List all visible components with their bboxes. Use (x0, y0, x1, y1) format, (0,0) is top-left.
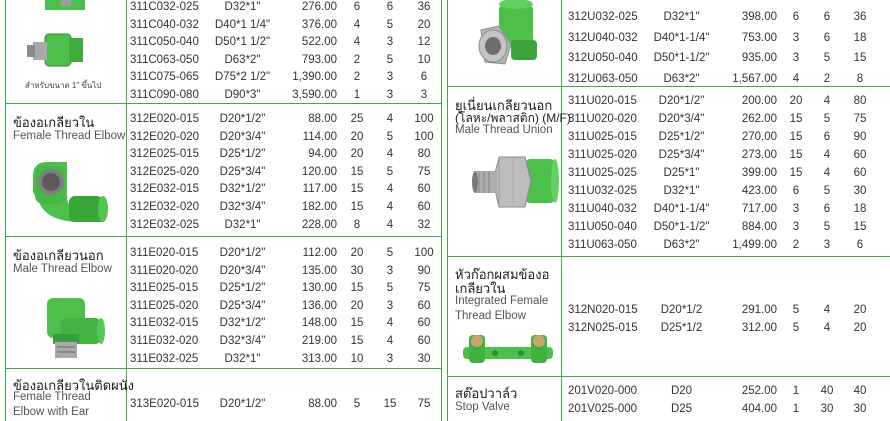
cell-total: 60 (417, 317, 431, 330)
cell-pack: 15 (789, 149, 803, 161)
cell-total: 18 (853, 203, 867, 215)
cell-code: 311C075-065 (130, 71, 199, 83)
cell-box: 6 (386, 1, 394, 13)
cell-size: D32*1" (663, 185, 700, 197)
cell-price: 130.00 (301, 282, 337, 295)
cell-box: 5 (823, 185, 831, 197)
cell-total: 60 (417, 183, 431, 196)
cell-pack: 15 (789, 113, 803, 125)
cell-box: 2 (823, 72, 831, 85)
cell-pack: 20 (350, 148, 364, 161)
cell-total: 20 (853, 304, 867, 316)
cell-pack: 6 (792, 11, 800, 23)
table-row (5, 350, 442, 368)
cell-total: 36 (853, 11, 867, 23)
cell-code: 311U020-015 (568, 95, 637, 107)
cell-pack: 2 (792, 239, 800, 251)
cell-total: 30 (853, 185, 867, 197)
section-title-th: ข้องอเกลียวนอก (13, 248, 104, 263)
cell-price: 1,499.00 (732, 239, 777, 251)
cell-size: D40*1 1/4" (214, 18, 271, 31)
cell-price: 313.00 (301, 352, 337, 365)
cell-box: 5 (386, 18, 394, 31)
cell-pack: 15 (350, 201, 364, 213)
cell-total: 75 (417, 398, 431, 410)
cell-code: 311E025-015 (130, 282, 199, 295)
cell-pack: 6 (353, 1, 361, 13)
cell-price: 135.00 (301, 264, 337, 277)
section-title-en: Stop Valve (455, 401, 510, 413)
table-row (447, 8, 890, 26)
cell-code: 201V025-000 (568, 403, 638, 415)
cell-size: D32*3/4" (219, 201, 266, 213)
cell-pack: 1 (353, 88, 361, 101)
cell-pack: 15 (350, 282, 364, 295)
table-row (5, 86, 442, 104)
table-row (5, 395, 442, 413)
cell-price: 753.00 (741, 31, 777, 44)
cell-size: D25*3/4" (658, 149, 705, 161)
cell-pack: 3 (792, 221, 800, 233)
cell-size: D90*3" (224, 88, 261, 101)
cell-price: 717.00 (741, 203, 777, 215)
size-note: สำหรับขนาด 1" ขึ้นไป (25, 81, 102, 90)
cell-size: D40*1-1/4" (653, 31, 710, 44)
cell-code: 311E025-020 (130, 299, 199, 312)
table-row (5, 314, 442, 332)
cell-code: 311C090-080 (130, 88, 199, 101)
cell-pack: 2 (353, 71, 361, 83)
cell-pack: 4 (353, 36, 361, 48)
cell-code: 311U025-020 (568, 149, 637, 161)
cell-size: D25*1/2" (658, 131, 705, 143)
cell-code: 311E032-025 (130, 352, 199, 365)
cell-size: D25*3/4" (219, 165, 266, 178)
cell-price: 219.00 (301, 335, 337, 347)
table-row (5, 163, 442, 181)
cell-price: 228.00 (301, 218, 337, 231)
cell-price: 262.00 (741, 113, 777, 125)
cell-size: D20*1/2" (219, 113, 266, 125)
cell-price: 88.00 (308, 113, 337, 125)
cell-code: 201V020-000 (568, 385, 638, 397)
cell-box: 3 (386, 71, 394, 83)
cell-box: 4 (386, 201, 394, 213)
cell-price: 376.00 (301, 18, 337, 31)
cell-pack: 15 (350, 317, 364, 330)
cell-total: 8 (856, 72, 864, 85)
cell-box: 5 (386, 282, 394, 295)
cell-box: 4 (823, 149, 831, 161)
cell-total: 60 (417, 299, 431, 312)
table-row (5, 110, 442, 128)
cell-price: 148.00 (301, 317, 337, 330)
cell-price: 312.00 (741, 322, 777, 334)
cell-box: 4 (823, 304, 831, 316)
cell-size: D32*1/2" (219, 317, 266, 330)
cell-total: 75 (853, 113, 867, 125)
cell-code: 312U032-025 (568, 11, 638, 23)
table-row (447, 128, 890, 146)
cell-code: 312E025-020 (130, 165, 200, 178)
cell-size: D63*2" (663, 239, 700, 251)
section-title-en: Integrated Female (455, 295, 549, 307)
cell-code: 312E020-015 (130, 113, 200, 125)
cell-total: 6 (856, 239, 864, 251)
table-row (447, 319, 890, 337)
cell-pack: 25 (350, 113, 364, 125)
section-male-coupling (5, 0, 442, 103)
table-row (5, 16, 442, 34)
cell-size: D20*3/4" (219, 130, 266, 143)
cell-size: D20*1/2" (219, 398, 266, 410)
cell-size: D50*1-1/2" (653, 221, 710, 233)
cell-total: 100 (414, 247, 434, 259)
cell-size: D20*1/2" (219, 247, 266, 259)
cell-size: D32*1" (224, 1, 261, 13)
section-title-th: ข้องอเกลียวใน (13, 115, 95, 130)
cell-total: 80 (853, 95, 867, 107)
cell-total: 40 (853, 385, 867, 397)
table-row (447, 92, 890, 110)
table-row (447, 164, 890, 182)
cell-box: 6 (823, 11, 831, 23)
table-row (5, 262, 442, 280)
cell-box: 3 (386, 264, 394, 277)
table-row (447, 200, 890, 218)
cell-pack: 5 (792, 322, 800, 334)
cell-price: 793.00 (301, 53, 337, 66)
cell-price: 1,390.00 (292, 71, 337, 83)
cell-price: 291.00 (741, 304, 777, 316)
cell-box: 4 (823, 322, 831, 334)
table-row (447, 301, 890, 319)
section-title-th-line2: เกลียวใน (455, 281, 506, 296)
cell-size: D25 (670, 403, 693, 415)
cell-code: 311E032-015 (130, 317, 199, 330)
cell-price: 88.00 (308, 398, 337, 410)
cell-price: 1,567.00 (732, 72, 777, 85)
table-row (447, 49, 890, 67)
cell-size: D20*1/2" (658, 95, 705, 107)
cell-price: 3,590.00 (292, 88, 337, 101)
cell-pack: 6 (792, 185, 800, 197)
cell-pack: 15 (789, 131, 803, 143)
cell-size: D25*1/2" (219, 148, 266, 161)
cell-code: 311E032-020 (130, 335, 199, 347)
cell-total: 20 (853, 322, 867, 334)
cell-size: D50*1-1/2" (653, 52, 710, 64)
section-title-en: Male Thread Union (455, 124, 553, 136)
section-title-en-line2: Thread Elbow (455, 310, 526, 322)
cell-box: 15 (383, 398, 397, 410)
cell-total: 18 (853, 31, 867, 44)
cell-pack: 4 (792, 72, 800, 85)
cell-pack: 8 (353, 218, 361, 231)
section-title-en: Male Thread Elbow (13, 263, 112, 275)
section-union (447, 0, 890, 86)
cell-box: 4 (823, 95, 831, 107)
table-row (5, 332, 442, 350)
table-row (447, 110, 890, 128)
cell-total: 36 (417, 1, 431, 13)
table-row (5, 297, 442, 315)
cell-size: D75*2 1/2" (214, 71, 271, 83)
cell-code: 311C040-032 (130, 18, 199, 31)
cell-pack: 15 (350, 165, 364, 178)
cell-code: 312N020-015 (568, 304, 638, 316)
cell-pack: 2 (353, 53, 361, 66)
cell-code: 312U050-040 (568, 52, 638, 64)
cell-total: 15 (853, 221, 867, 233)
section-title-en-line2: Elbow with Ear (13, 406, 90, 418)
cell-total: 3 (420, 88, 428, 101)
cell-pack: 3 (792, 203, 800, 215)
cell-price: 94.00 (308, 148, 337, 161)
cell-total: 12 (417, 36, 431, 48)
cell-size: D50*1 1/2" (214, 36, 271, 48)
cell-code: 311U025-025 (568, 167, 637, 179)
section-male-thread-union (447, 87, 890, 256)
cell-size: D63*2" (663, 72, 700, 85)
cell-pack: 10 (350, 352, 364, 365)
cell-code: 311C032-025 (130, 1, 199, 13)
cell-code: 312E032-020 (130, 201, 200, 213)
cell-pack: 1 (792, 385, 800, 397)
cell-price: 404.00 (741, 403, 777, 415)
table-row (5, 68, 442, 86)
cell-size: D25*1/2" (219, 282, 266, 295)
cell-size: D25*1/2 (660, 322, 703, 334)
cell-box: 6 (823, 203, 831, 215)
cell-size: D32*1/2" (219, 183, 266, 196)
cell-total: 30 (417, 352, 431, 365)
cell-code: 312U040-032 (568, 31, 638, 44)
cell-total: 30 (853, 403, 867, 415)
cell-price: 276.00 (301, 1, 337, 13)
cell-size: D20*1/2 (660, 304, 703, 316)
cell-size: D25*3/4" (219, 299, 266, 312)
cell-price: 182.00 (301, 201, 337, 213)
cell-price: 114.00 (302, 130, 337, 143)
left-price-panel (5, 0, 442, 421)
cell-total: 100 (414, 113, 434, 125)
table-row (447, 182, 890, 200)
cell-pack: 20 (789, 95, 803, 107)
cell-size: D32*1" (224, 352, 261, 365)
cell-code: 311C050-040 (130, 36, 199, 48)
cell-code: 313E020-015 (130, 398, 200, 410)
section-title-th: หัวก๊อกผสมข้องอ (455, 267, 550, 282)
table-row (5, 128, 442, 146)
cell-price: 120.00 (301, 165, 337, 178)
section-male-thread-elbow (5, 237, 442, 368)
cell-box: 5 (386, 53, 394, 66)
cell-box: 4 (386, 183, 394, 196)
cell-pack: 15 (789, 167, 803, 179)
cell-total: 60 (853, 149, 867, 161)
cell-total: 60 (417, 201, 431, 213)
cell-total: 100 (414, 130, 434, 143)
cell-size: D25*1" (663, 167, 700, 179)
cell-box: 4 (386, 218, 394, 231)
cell-total: 90 (417, 264, 431, 277)
section-title-th: ข้องอเกลียวในติดผนัง (13, 378, 135, 393)
table-row (447, 382, 890, 400)
cell-size: D32*1" (224, 218, 261, 231)
cell-code: 312E032-025 (130, 218, 200, 231)
cell-total: 90 (853, 131, 867, 143)
cell-box: 5 (823, 221, 831, 233)
section-female-thread-elbow (5, 104, 442, 236)
cell-code: 311U032-025 (568, 185, 637, 197)
cell-total: 6 (420, 71, 428, 83)
cell-pack: 3 (792, 31, 800, 44)
cell-code: 311U050-040 (568, 221, 637, 233)
cell-price: 117.00 (302, 183, 337, 196)
table-row (5, 279, 442, 297)
cell-price: 273.00 (741, 149, 777, 161)
table-row (5, 244, 442, 262)
section-female-thread-elbow-ear (5, 369, 442, 421)
section-title-th: สต๊อปวาล์ว (455, 386, 518, 401)
cell-code: 311U020-020 (568, 113, 637, 125)
cell-box: 5 (823, 113, 831, 125)
cell-price: 423.00 (741, 185, 777, 197)
cell-box: 5 (386, 130, 394, 143)
cell-box: 4 (386, 335, 394, 347)
table-row (447, 70, 890, 87)
cell-total: 60 (853, 167, 867, 179)
cell-code: 312E032-015 (130, 183, 200, 196)
cell-total: 10 (417, 53, 431, 66)
cell-price: 399.00 (741, 167, 777, 179)
cell-price: 884.00 (741, 221, 777, 233)
cell-pack: 20 (350, 247, 364, 259)
cell-pack: 20 (350, 130, 364, 143)
table-row (5, 51, 442, 69)
table-row (5, 0, 442, 16)
cell-box: 5 (386, 247, 394, 259)
cell-price: 270.00 (741, 131, 777, 143)
cell-pack: 3 (792, 52, 800, 64)
cell-size: D20*3/4" (658, 113, 705, 125)
cell-code: 311U040-032 (568, 203, 637, 215)
section-title-th: ยูเนี่ยนเกลียวนอก (455, 98, 553, 113)
cell-total: 75 (417, 282, 431, 295)
cell-code: 311E020-020 (130, 264, 199, 277)
section-title-en: Female Thread (13, 391, 91, 403)
cell-price: 522.00 (301, 36, 337, 48)
cell-size: D20*3/4" (219, 264, 266, 277)
cell-box: 4 (386, 113, 394, 125)
cell-price: 398.00 (741, 11, 777, 23)
section-title-th-line2: (โลหะ/พลาสติก) (M/F) (455, 111, 571, 125)
table-row (447, 236, 890, 254)
cell-total: 15 (853, 52, 867, 64)
table-row (447, 218, 890, 236)
table-row (447, 400, 890, 418)
section-stop-valve (447, 377, 890, 421)
cell-box: 3 (386, 36, 394, 48)
cell-total: 20 (417, 18, 431, 31)
table-row (5, 180, 442, 198)
cell-box: 5 (386, 165, 394, 178)
cell-size: D63*2" (224, 53, 261, 66)
cell-code: 312E020-020 (130, 130, 200, 143)
cell-price: 252.00 (741, 385, 777, 397)
cell-pack: 1 (792, 403, 800, 415)
cell-box: 40 (820, 385, 834, 397)
cell-total: 60 (417, 335, 431, 347)
cell-code: 312N025-015 (568, 322, 638, 334)
cell-pack: 15 (350, 183, 364, 196)
table-row (5, 145, 442, 163)
cell-size: D32*3/4" (219, 335, 266, 347)
cell-code: 311U025-015 (568, 131, 637, 143)
cell-box: 5 (823, 52, 831, 64)
cell-code: 312U063-050 (568, 72, 638, 85)
cell-pack: 4 (353, 18, 361, 31)
cell-box: 4 (386, 148, 394, 161)
section-integrated-female-thread-elbow (447, 257, 890, 376)
cell-pack: 5 (792, 304, 800, 316)
cell-box: 4 (823, 167, 831, 179)
cell-code: 311U063-050 (568, 239, 637, 251)
cell-code: 311E020-015 (130, 247, 199, 259)
cell-total: 75 (417, 165, 431, 178)
cell-box: 3 (386, 299, 394, 312)
cell-box: 4 (386, 317, 394, 330)
table-row (447, 146, 890, 164)
cell-size: D40*1-1/4" (653, 203, 710, 215)
cell-box: 3 (386, 88, 394, 101)
cell-box: 3 (386, 352, 394, 365)
right-price-panel (447, 0, 890, 421)
cell-size: D20 (670, 385, 693, 397)
cell-code: 311C063-050 (130, 53, 199, 66)
cell-total: 80 (417, 148, 431, 161)
cell-pack: 30 (350, 264, 364, 277)
cell-box: 6 (823, 31, 831, 44)
cell-pack: 15 (350, 335, 364, 347)
table-row (5, 216, 442, 234)
cell-price: 935.00 (741, 52, 777, 64)
cell-pack: 5 (353, 398, 361, 410)
cell-price: 136.00 (301, 299, 337, 312)
section-title-en: Female Thread Elbow (13, 130, 126, 142)
table-row (5, 198, 442, 216)
cell-box: 6 (823, 131, 831, 143)
cell-size: D32*1" (663, 11, 700, 23)
cell-box: 30 (820, 403, 834, 415)
cell-price: 200.00 (741, 95, 777, 107)
table-row (5, 33, 442, 51)
cell-code: 312E025-015 (130, 148, 200, 161)
cell-price: 112.00 (302, 247, 337, 259)
cell-pack: 20 (350, 299, 364, 312)
cell-total: 32 (417, 218, 431, 231)
table-row (447, 29, 890, 47)
cell-box: 3 (823, 239, 831, 251)
